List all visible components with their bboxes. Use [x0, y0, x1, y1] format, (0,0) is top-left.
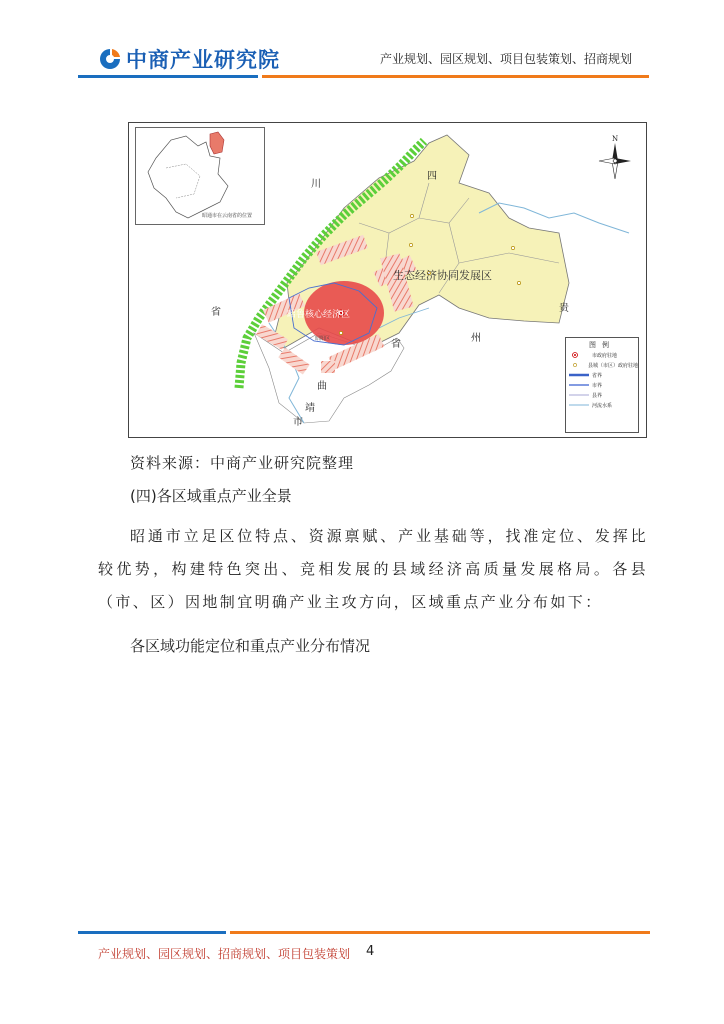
- label-gui: 贵: [559, 303, 569, 314]
- header-tagline: 产业规划、园区规划、项目包装策划、招商规划: [380, 52, 633, 66]
- company-logo: [98, 44, 280, 74]
- header-divider-orange: [262, 75, 649, 78]
- yunnan-inset-map: [135, 127, 265, 225]
- page-number: 4: [366, 944, 375, 959]
- header-divider-blue: [78, 75, 258, 78]
- city-label: 昭阳区: [315, 336, 331, 342]
- inset-caption: 昭通市在云南省的位置: [202, 213, 253, 219]
- legend-item: 省界: [566, 370, 638, 380]
- map-legend: [565, 337, 639, 433]
- label-chuan: 川: [311, 179, 321, 190]
- city-border-legend-icon: [569, 382, 589, 388]
- legend-item: 县城（市区）政府驻地: [566, 360, 638, 370]
- legend-title: 图例: [589, 341, 615, 349]
- footer-divider-orange: [230, 931, 650, 934]
- logo-text: 中商产业研究院: [126, 48, 280, 72]
- label-qu: 曲: [317, 381, 327, 392]
- section-title: (四)各区域重点产业全景: [130, 487, 292, 505]
- label-sheng-left: 省: [211, 307, 221, 318]
- logo-mark-icon: [98, 47, 122, 71]
- river-legend-icon: [569, 402, 589, 408]
- label-jing: 靖: [305, 403, 315, 414]
- label-zhou: 州: [471, 333, 481, 344]
- legend-item: 县界: [566, 390, 638, 400]
- eco-zone-label: 生态经济协同发展区: [393, 269, 492, 282]
- label-si: 四: [427, 171, 437, 182]
- table-title: 各区域功能定位和重点产业分布情况: [130, 637, 371, 655]
- legend-item: 河流水系: [566, 400, 638, 410]
- city-seat-legend-icon: [569, 352, 589, 358]
- label-shi: 市: [293, 417, 303, 428]
- legend-item: 市政府驻地: [566, 350, 638, 360]
- figure-source: 资料来源：中商产业研究院整理: [130, 454, 355, 472]
- legend-item: 市界: [566, 380, 638, 390]
- label-sheng-right: 省: [391, 339, 401, 350]
- core-zone-label: 昭鲁核心经济区: [287, 310, 351, 320]
- province-border-legend-icon: [569, 372, 589, 378]
- regional-map-figure: [128, 122, 647, 438]
- county-seat-legend-icon: [569, 362, 585, 368]
- footer-divider-blue: [78, 931, 226, 934]
- zhaotong-highlight: [210, 132, 224, 154]
- north-arrow-icon: [595, 131, 635, 185]
- inset-outline: [136, 128, 264, 224]
- county-border-legend-icon: [569, 392, 589, 398]
- footer-tagline: 产业规划、园区规划、招商规划、项目包装策划: [98, 947, 351, 961]
- svg-text:N: N: [612, 135, 619, 143]
- body-paragraph: 昭通市立足区位特点、资源禀赋、产业基础等，找准定位、发挥比较优势，构建特色突出、竞相发展的县域经济高质量发展格局。各县（市、区）因地制宜明确产业主攻方向，区域重点产业分布如下：: [98, 527, 648, 611]
